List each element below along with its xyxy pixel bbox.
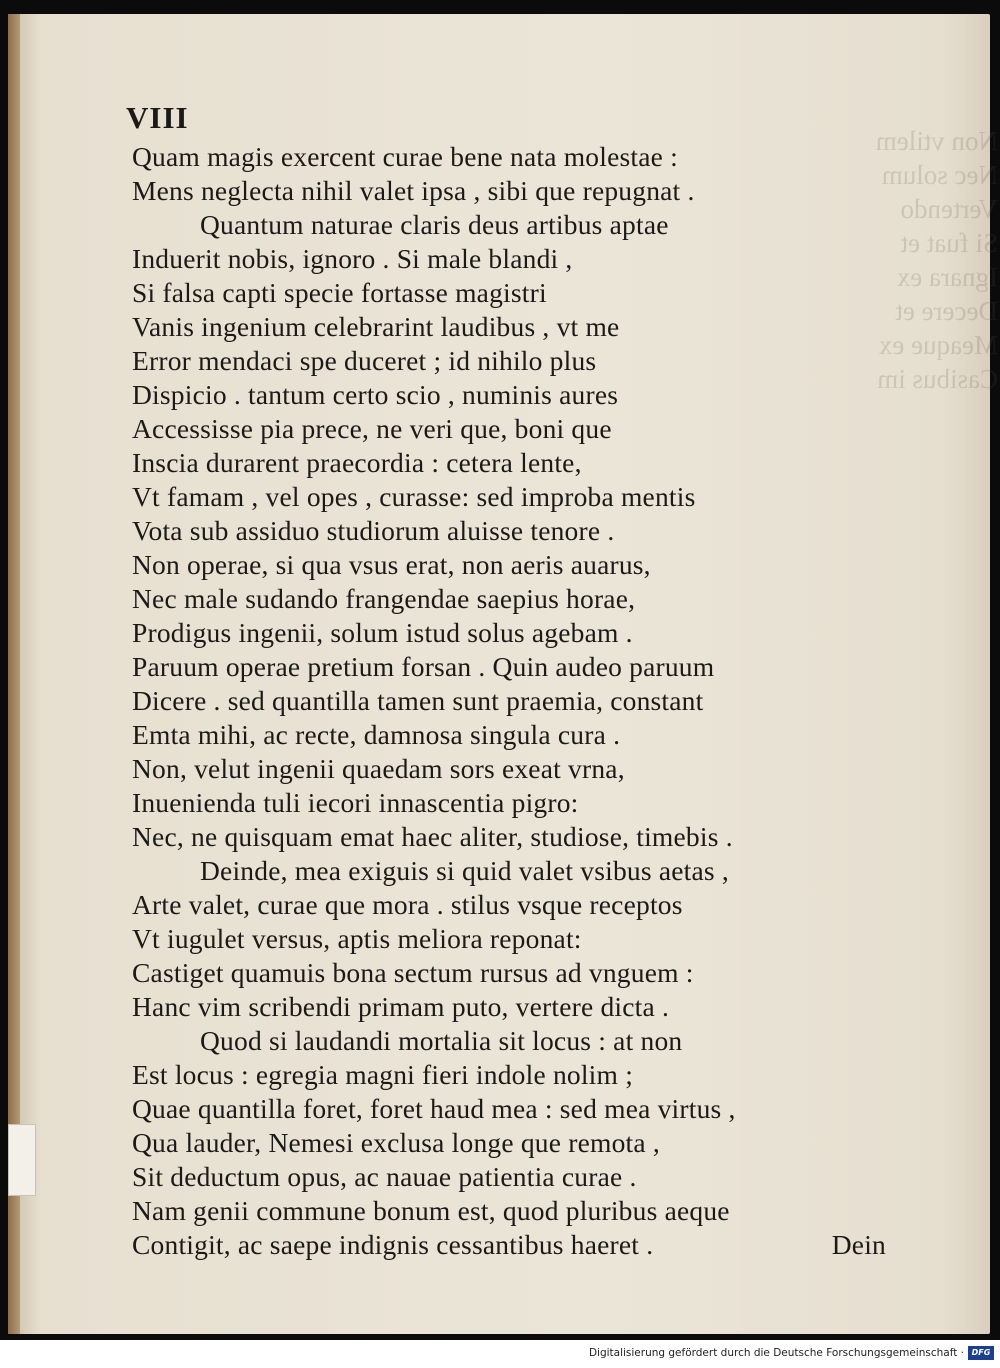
verse-line-text: Qua lauder, Nemesi exclusa longe que remota , [132, 1127, 660, 1158]
verse-line [120, 140, 900, 174]
verse-line [120, 1058, 900, 1092]
page-tab-marker [8, 1124, 36, 1196]
verse-line-text: Dicere . sed quantilla tamen sunt praemia, constant [132, 685, 704, 716]
poem-text [120, 96, 900, 1262]
verse-line-text: Error mendaci spe duceret ; id nihilo plus [132, 345, 597, 376]
verse-line-text: Vt iugulet versus, aptis meliora reponat: [132, 923, 582, 954]
verse-line [120, 446, 900, 480]
verse-line-text: Quam magis exercent curae bene nata molestae : [132, 141, 678, 172]
verse-line-text: Castiget quamuis bona sectum rursus ad vnguem : [132, 957, 694, 988]
catchword: Dein [831, 1229, 886, 1260]
verse-line-text: Induerit nobis, ignoro . Si male blandi , [132, 243, 573, 274]
verse-line [120, 208, 900, 242]
verse-line [120, 412, 900, 446]
verse-line-text: Nam genii commune bonum est, quod pluribus aeque [132, 1195, 730, 1226]
verse-line-text: Deinde, mea exiguis si quid valet vsibus aetas , [200, 855, 729, 886]
verse-line [120, 344, 900, 378]
book-page [8, 14, 998, 1334]
verse-line [120, 1024, 900, 1058]
verse-line-text: Quae quantilla foret, foret haud mea : sed mea virtus , [132, 1093, 736, 1124]
verse-line-text: Nec male sudando frangendae saepius horae, [132, 583, 636, 614]
verse-line [120, 616, 900, 650]
verse-line [120, 956, 900, 990]
verse-line [120, 174, 900, 208]
verse-line [120, 718, 900, 752]
verse-line-text: Quod si laudandi mortalia sit locus : at non [200, 1025, 683, 1056]
footer-bar [0, 1340, 1000, 1368]
verse-line-text: Quantum naturae claris deus artibus aptae [200, 209, 669, 240]
verse-line [120, 548, 900, 582]
verse-line-text: Est locus : egregia magni fieri indole nolim ; [132, 1059, 634, 1090]
verse-line-text: Emta mihi, ac recte, damnosa singula cura . [132, 719, 621, 750]
verse-line [120, 854, 900, 888]
verse-line-text: Arte valet, curae que mora . stilus vsque receptos [132, 889, 683, 920]
funding-credit: Digitalisierung gefördert durch die Deutsche Forschungsgemeinschaft · [588, 1347, 964, 1359]
verse-lines [120, 140, 900, 1262]
verse-line [120, 480, 900, 514]
verse-line-text: Inuenienda tuli iecori innascentia pigro: [132, 787, 579, 818]
verse-line-text: Vanis ingenium celebrarint laudibus , vt me [132, 311, 620, 342]
verse-line-text: Contigit, ac saepe indignis cessantibus haeret . [132, 1229, 654, 1260]
verse-line [120, 990, 900, 1024]
verse-line-text: Sit deductum opus, ac nauae patientia curae . [132, 1161, 637, 1192]
verse-line [120, 1194, 900, 1228]
verse-line-text: Mens neglecta nihil valet ipsa , sibi que repugnat . [132, 175, 695, 206]
verse-line-text: Inscia durarent praecordia : cetera lente, [132, 447, 582, 478]
verse-line-text: Dispicio . tantum certo scio , numinis aures [132, 379, 619, 410]
page-number: VIII [126, 100, 189, 135]
verse-line [120, 1228, 900, 1262]
verse-line [120, 752, 900, 786]
bleed-through-text: Non vtilem Nec solum Vertendo Si fuat et Ignara ex Decere et Meaque ex Casibus im [875, 126, 998, 394]
verse-line [120, 684, 900, 718]
verse-line [120, 514, 900, 548]
verse-line [120, 786, 900, 820]
verse-line-text: Paruum operae pretium forsan . Quin audeo paruum [132, 651, 715, 682]
verse-line-text: Vota sub assiduo studiorum aluisse tenore . [132, 515, 615, 546]
verse-line-text: Vt famam , vel opes , curasse: sed improba mentis [132, 481, 696, 512]
verse-line-text: Hanc vim scribendi primam puto, vertere dicta . [132, 991, 670, 1022]
verse-line-text: Prodigus ingenii, solum istud solus agebam . [132, 617, 633, 648]
verse-line [120, 1092, 900, 1126]
dfg-logo-icon: DFG [968, 1346, 994, 1360]
verse-line [120, 310, 900, 344]
verse-line-text: Nec, ne quisquam emat haec aliter, studiose, timebis . [132, 821, 733, 852]
verse-line [120, 650, 900, 684]
verse-line [120, 888, 900, 922]
verse-line [120, 378, 900, 412]
verse-line-text: Non operae, si qua vsus erat, non aeris auarus, [132, 549, 651, 580]
verse-line [120, 276, 900, 310]
verse-line [120, 582, 900, 616]
verse-line-text: Accessisse pia prece, ne veri que, boni que [132, 413, 612, 444]
verse-line [120, 922, 900, 956]
verse-line [120, 1160, 900, 1194]
verse-line [120, 242, 900, 276]
verse-line [120, 820, 900, 854]
verse-line [120, 1126, 900, 1160]
verse-line-text: Non, velut ingenii quaedam sors exeat vrna, [132, 753, 625, 784]
verse-line-text: Si falsa capti specie fortasse magistri [132, 277, 547, 308]
